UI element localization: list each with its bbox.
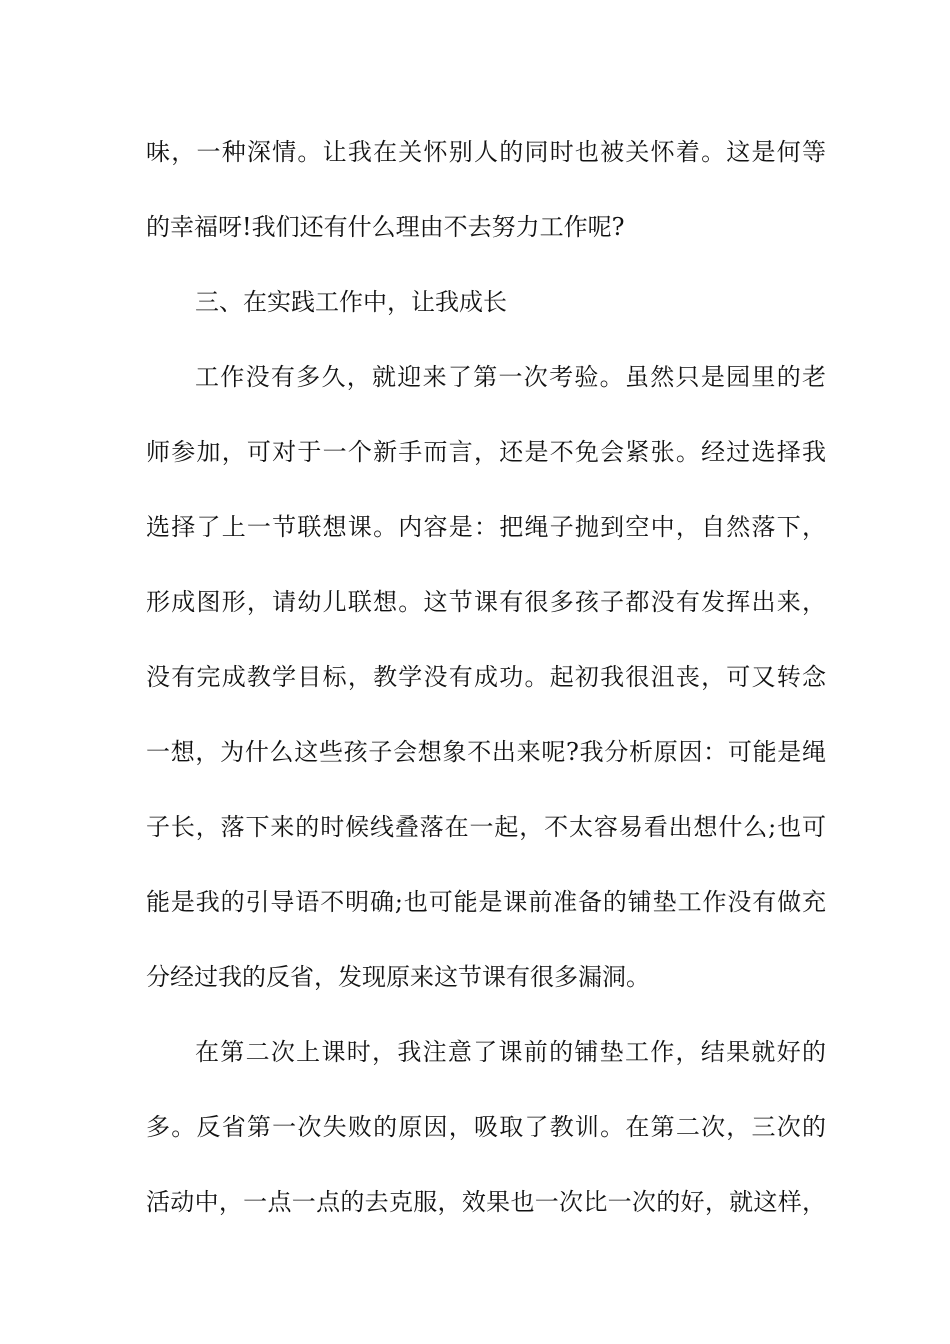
text-line: 分经过我的反省，发现原来这节课有很多漏洞。 <box>146 963 650 991</box>
text-line: 形成图形，请幼儿联想。这节课有很多孩子都没有发挥出来， <box>146 588 826 616</box>
section-heading: 三、在实践工作中，让我成长 <box>195 288 507 316</box>
text-line: 子长，落下来的时候线叠落在一起，不太容易看出想什么;也可 <box>146 813 826 841</box>
text-line: 一想，为什么这些孩子会想象不出来呢?我分析原因：可能是绳 <box>146 738 826 766</box>
text-line: 活动中，一点一点的去克服，效果也一次比一次的好，就这样， <box>146 1188 826 1216</box>
text-line: 多。反省第一次失败的原因，吸取了教训。在第二次，三次的 <box>146 1113 826 1141</box>
text-line: 选择了上一节联想课。内容是：把绳子抛到空中，自然落下， <box>146 513 826 541</box>
text-line: 师参加，可对于一个新手而言，还是不免会紧张。经过选择我 <box>146 438 826 466</box>
text-line: 味，一种深情。让我在关怀别人的同时也被关怀着。这是何等 <box>146 138 826 166</box>
text-line: 没有完成教学目标，教学没有成功。起初我很沮丧，可又转念 <box>146 663 826 691</box>
text-line: 工作没有多久，就迎来了第一次考验。虽然只是园里的老 <box>195 363 826 391</box>
text-line: 在第二次上课时，我注意了课前的铺垫工作，结果就好的 <box>195 1038 826 1066</box>
text-line: 的幸福呀!我们还有什么理由不去努力工作呢? <box>146 213 625 241</box>
text-line: 能是我的引导语不明确;也可能是课前准备的铺垫工作没有做充 <box>146 888 826 916</box>
